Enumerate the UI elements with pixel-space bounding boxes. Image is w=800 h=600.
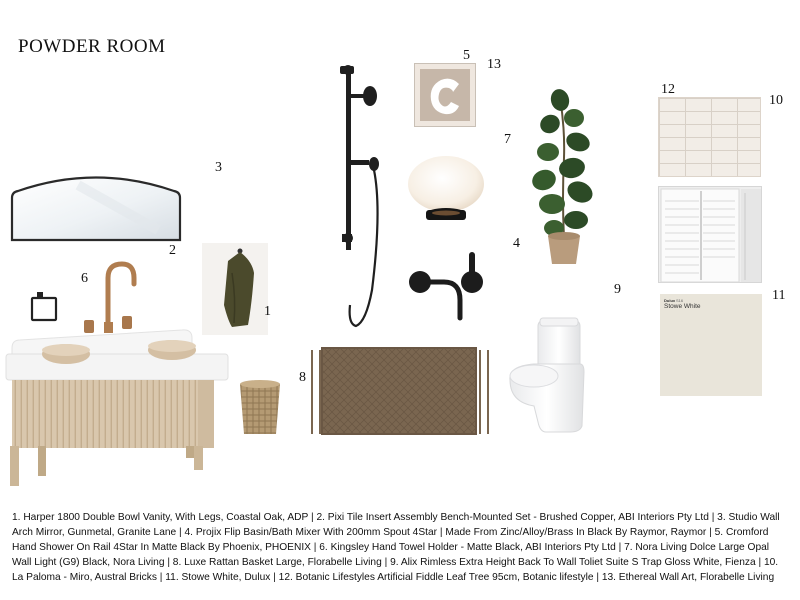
label-5: 5 — [463, 48, 470, 63]
opal-wall-light — [404, 154, 488, 230]
product-caption: 1. Harper 1800 Double Bowl Vanity, With Legs, Coastal Oak, ADP | 2. Pixi Tile Insert Assembly Bench-Mounted Set - Brushed Copper, ABI Interiors Pty Ltd | 3. Studio Wall Arch Mirror, Gunmetal, Granite Lane | 4. Projix Flip Basin/Bath Mixer With 200mm Spout 4Star | Made From Zinc/Alloy/Brass In Black By Raymor, Raymor | 5. Cromford Hand Shower On Rail 4Star In Matte Black By Phoenix, PHOENIX | 6. Kingsley Hand Towel Holder - Matte Black, ABI Interiors Pty Ltd | 7. Nora Living Dolce Large Opal Wall Light (G9) Black, Nora Living | 8. Luxe Rattan Basket Large, Florabelle Living | 9. Alix Rimless Extra Height Back To Wall Toliet Suite S Trap Gloss White, Fienza | 10. La Paloma - Miro, Austral Bricks | 11. Stowe White, Dulux | 12. Botanic Lifestyles Artificial Fiddle Leaf Tree 95cm, Botanic lifestyle | 13. Ethereal Wall Art, Florabelle Living — [12, 512, 780, 583]
fiddle-leaf-tree — [530, 88, 598, 268]
shutter-graphic — [659, 187, 763, 284]
plantation-shutter — [658, 186, 762, 283]
arch-mirror — [8, 170, 184, 244]
wall-art — [414, 63, 476, 127]
swatch-brand: Dulux — [664, 298, 676, 303]
label-10: 10 — [769, 93, 783, 108]
label-13: 13 — [487, 57, 501, 72]
paint-swatch — [660, 294, 762, 396]
tasselled-rug — [308, 344, 490, 438]
hand-towel — [202, 243, 268, 335]
label-4: 4 — [513, 236, 520, 251]
la-paloma-brick-tiles — [658, 97, 761, 177]
hand-shower-on-rail — [326, 60, 396, 332]
wall-art-shape — [425, 74, 465, 118]
back-to-wall-toilet — [504, 316, 592, 434]
swatch-name: Stowe White — [664, 303, 701, 310]
label-9: 9 — [614, 282, 621, 297]
brushed-copper-tap — [80, 258, 140, 336]
board-title: POWDER ROOM — [18, 36, 166, 57]
double-bowl-vanity — [4, 328, 232, 490]
label-1: 1 — [264, 304, 271, 319]
rattan-basket — [238, 376, 282, 438]
label-12: 12 — [661, 82, 675, 97]
label-2: 2 — [169, 243, 176, 258]
label-6: 6 — [81, 271, 88, 286]
label-3: 3 — [215, 160, 222, 175]
label-11: 11 — [772, 288, 786, 303]
swatch-code: S16 — [676, 298, 684, 303]
basin-mixer-black — [404, 248, 494, 324]
label-8: 8 — [299, 370, 306, 385]
label-7: 7 — [504, 132, 511, 147]
towel-ring — [28, 290, 60, 324]
